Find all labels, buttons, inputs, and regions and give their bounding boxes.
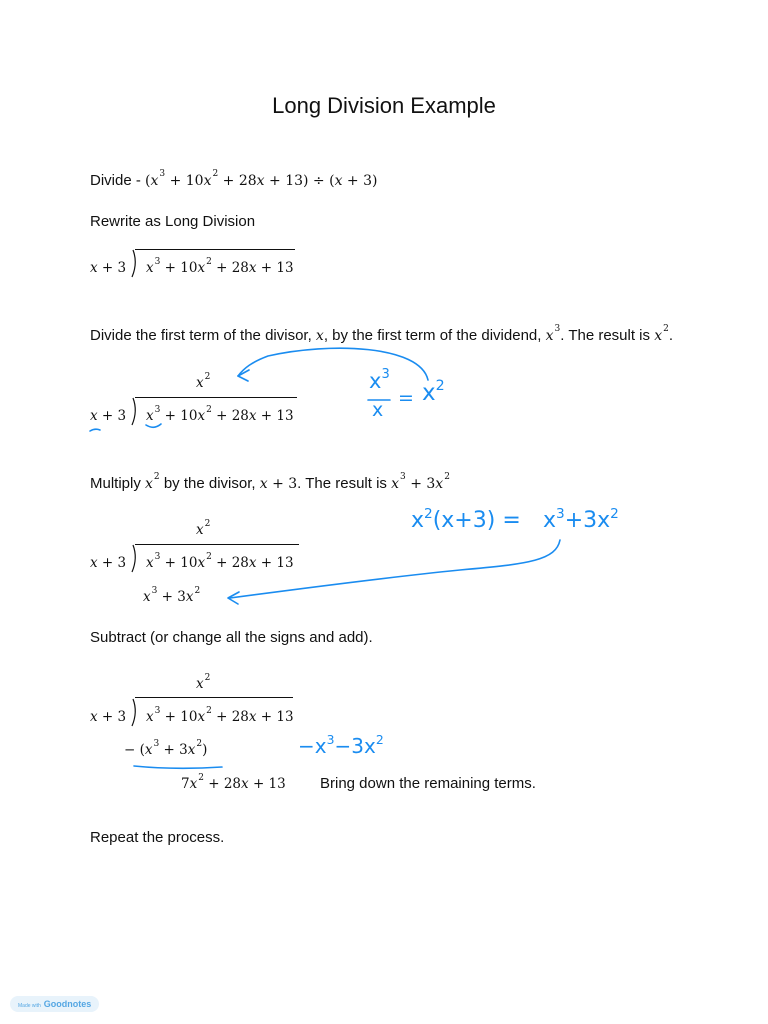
page-title: Long Division Example [272, 93, 496, 118]
divisor: x + 3 [90, 260, 127, 276]
step1-text: Divide the first term of the divisor, x, by the first term of the dividend, $x^3$. The result is $x^2$. [90, 324, 673, 344]
dividend: $x^3 + 10x^2 + 28x + 13$ [146, 552, 294, 571]
note2-left: $x^2(x+3)$ = [411, 506, 521, 533]
step2-text: Multiply $x^2$ by the divisor, x + 3. The result is $x^3 + 3x^2$ [90, 472, 450, 492]
divisor: x + 3 [90, 709, 127, 725]
arrow-to-quotient [238, 348, 428, 380]
dividend: $x^3 + 10x^2 + 28x + 13$ [146, 405, 294, 424]
note1-denominator: x [372, 399, 384, 421]
bring-down-note: Bring down the remaining terms. [320, 775, 536, 792]
arrowhead-icon [238, 370, 249, 381]
quotient-term: $x^2$ [196, 519, 211, 538]
remainder-row: $7x^2 + 28x + 13$ [181, 773, 286, 792]
divisor: x + 3 [90, 408, 127, 424]
divisor: x + 3 [90, 555, 127, 571]
quotient-term: $x^2$ [196, 372, 211, 391]
note2-right: $x^3+3x^2$ [543, 506, 619, 533]
rewrite-instruction: Rewrite as Long Division [90, 213, 256, 230]
note1-equals: = [398, 387, 414, 409]
made-with-goodnotes-badge: Made with Goodnotes [10, 996, 99, 1012]
problem-label: Divide - [90, 172, 146, 189]
underline-dividend-x [146, 424, 161, 427]
underline-divisor-x [90, 429, 100, 431]
note3-negation: $-x^3-3x^2$ [298, 732, 384, 758]
step3-text: Subtract (or change all the signs and add). [90, 629, 373, 646]
dividend: $x^3 + 10x^2 + 28x + 13$ [146, 706, 294, 725]
subtraction-row: − $(x^3 + 3x^2)$ [124, 739, 208, 758]
arrow-to-product [230, 540, 560, 598]
note1-numerator: $x^3$ [369, 367, 390, 393]
note1-result: $x^2$ [422, 378, 445, 406]
problem-expression: $(x^3 + 10x^2 + 28x + 13) \div (x + 3)$ [145, 169, 378, 189]
subtraction-underline [134, 766, 222, 768]
dividend: $x^3 + 10x^2 + 28x + 13$ [146, 257, 294, 276]
product-row: $x^3 + 3x^2$ [143, 586, 201, 605]
repeat-instruction: Repeat the process. [90, 829, 225, 846]
quotient-term: $x^2$ [196, 673, 211, 692]
